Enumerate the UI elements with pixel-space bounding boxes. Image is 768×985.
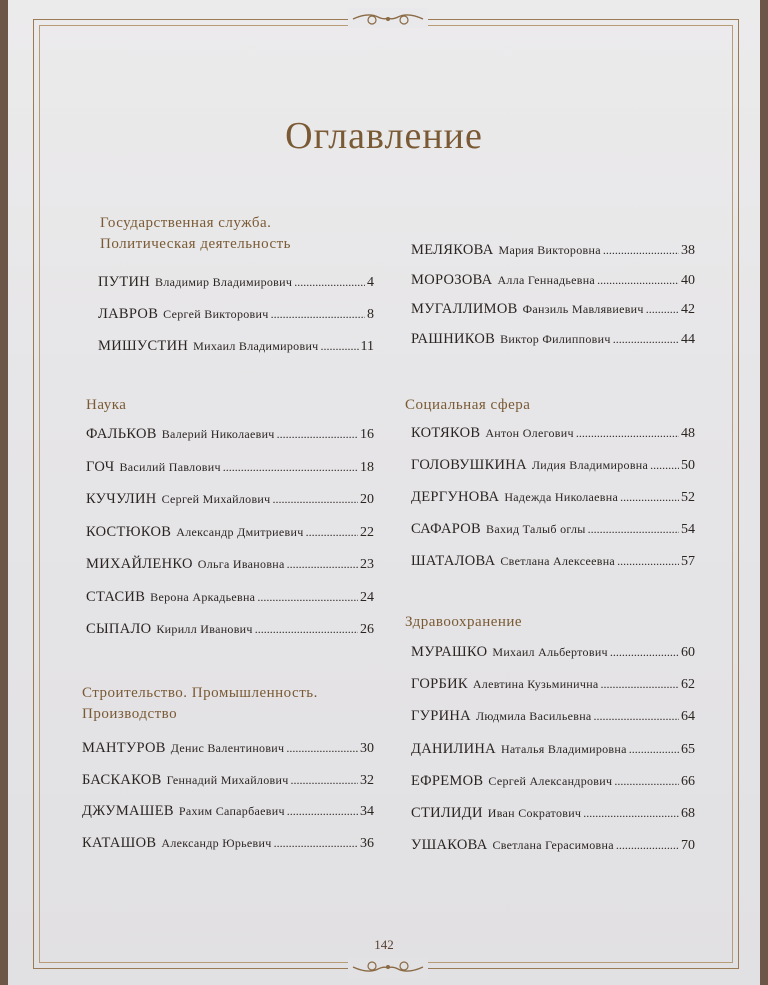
entry-surname: КОСТЮКОВ	[86, 523, 172, 540]
toc-entry	[411, 272, 695, 294]
entry-page-number: 38	[681, 243, 695, 258]
toc-entry	[98, 306, 374, 328]
leader-dots	[646, 302, 679, 317]
section-heading-line: Политическая деятельность	[100, 236, 292, 252]
leader-dots	[620, 490, 679, 505]
entry-given-name: Алла Геннадьевна	[497, 272, 596, 287]
entry-given-name: Александр Дмитриевич	[176, 524, 304, 539]
toc-entry	[411, 553, 695, 575]
entry-given-name: Ольга Ивановна	[197, 557, 285, 571]
section-heading-construction	[82, 683, 318, 725]
entry-surname: ДЕРГУНОВА	[411, 489, 500, 505]
entry-page-number: 30	[360, 741, 374, 756]
entry-surname: КАТАШОВ	[82, 835, 157, 852]
entry-given-name: Сергей Викторович	[163, 307, 269, 321]
section-heading-line: Производство	[82, 706, 178, 722]
entry-surname: МИШУСТИН	[98, 338, 189, 354]
leader-dots	[610, 645, 679, 660]
entry-given-name: Кирилл Иванович	[156, 622, 253, 636]
entry-given-name: Сергей Александрович	[488, 773, 613, 788]
toc-entry	[86, 621, 374, 643]
entry-page-number: 66	[681, 773, 695, 789]
toc-entry	[411, 489, 695, 511]
leader-dots	[594, 709, 679, 724]
entry-page-number: 40	[681, 272, 695, 288]
section-heading-health: Здравоохранение	[405, 614, 523, 630]
entry-surname: ДЖУМАШЕВ	[82, 803, 174, 820]
entry-surname: МЕЛЯКОВА	[411, 242, 494, 258]
entry-surname: МАНТУРОВ	[82, 740, 166, 756]
entry-page-number: 24	[360, 589, 374, 605]
entry-surname: СТИЛИДИ	[411, 805, 483, 821]
entry-page-number: 20	[360, 492, 374, 507]
leader-dots	[617, 554, 679, 569]
entry-surname: ГУРИНА	[411, 708, 471, 725]
entry-page-number: 11	[360, 339, 374, 354]
entry-page-number: 22	[360, 524, 374, 540]
leader-dots	[597, 273, 679, 288]
entry-surname: ФАЛЬКОВ	[86, 426, 157, 442]
toc-entry	[411, 741, 695, 763]
entry-page-number: 4	[367, 275, 374, 290]
leader-dots	[271, 307, 365, 322]
leader-dots	[603, 243, 679, 258]
entry-page-number: 48	[681, 426, 695, 441]
toc-entry	[411, 521, 695, 543]
leader-dots	[614, 774, 679, 789]
entry-given-name: Михаил Владимирович	[193, 339, 319, 353]
toc-entry	[411, 676, 695, 698]
entry-given-name: Светлана Алексеевна	[500, 554, 616, 568]
entry-page-number: 42	[681, 302, 695, 317]
toc-entry	[82, 803, 374, 825]
section-heading-gov	[100, 213, 291, 255]
entry-surname: ГОЧ	[86, 458, 115, 475]
leader-dots	[286, 741, 358, 756]
entry-page-number: 8	[367, 307, 374, 322]
entry-surname: СТАСИВ	[86, 588, 146, 605]
entry-surname: МОРОЗОВА	[411, 271, 493, 288]
entry-given-name: Геннадий Михайлович	[166, 772, 289, 787]
toc-entry	[86, 556, 374, 578]
toc-entry	[86, 491, 374, 513]
entry-surname: СЫПАЛО	[86, 621, 152, 637]
entry-surname: ЛАВРОВ	[98, 306, 159, 322]
entry-given-name: Александр Юрьевич	[161, 836, 272, 851]
leader-dots	[287, 557, 358, 572]
entry-page-number: 64	[681, 709, 695, 725]
entry-given-name: Денис Валентинович	[170, 741, 285, 755]
toc-entry	[98, 274, 374, 296]
entry-surname: ПУТИН	[98, 274, 151, 290]
toc-entry	[86, 426, 374, 448]
leader-dots	[576, 426, 679, 441]
leader-dots	[601, 677, 679, 692]
entry-given-name: Надежда Николаевна	[504, 490, 619, 504]
entry-surname: РАШНИКОВ	[411, 330, 496, 347]
leader-dots	[321, 339, 359, 354]
leader-dots	[277, 427, 358, 442]
entry-surname: КУЧУЛИН	[86, 491, 157, 507]
entry-page-number: 68	[681, 806, 695, 821]
entry-given-name: Виктор Филиппович	[500, 331, 611, 346]
toc-entry	[411, 242, 695, 264]
leader-dots	[306, 525, 358, 540]
entry-surname: ГОЛОВУШКИНА	[411, 457, 527, 473]
entry-page-number: 54	[681, 522, 695, 537]
toc-entry	[411, 301, 695, 323]
entry-surname: ДАНИЛИНА	[411, 740, 496, 757]
toc-entry	[82, 740, 374, 762]
page-number: 142	[374, 937, 394, 952]
section-heading-social: Социальная сфера	[405, 397, 531, 413]
leader-dots	[274, 836, 358, 851]
entry-page-number: 70	[681, 838, 695, 854]
entry-page-number: 26	[360, 622, 374, 637]
leader-dots	[588, 522, 679, 537]
leader-dots	[272, 492, 358, 507]
entry-page-number: 50	[681, 458, 695, 473]
top-ornament-icon	[348, 8, 428, 28]
entry-surname: ЕФРЕМОВ	[411, 772, 484, 789]
entry-given-name: Сергей Михайлович	[161, 492, 271, 506]
entry-page-number: 65	[681, 741, 695, 757]
toc-entry	[411, 837, 695, 859]
entry-given-name: Лидия Владимировна	[531, 458, 649, 472]
entry-surname: УШАКОВА	[411, 837, 488, 854]
book-page	[8, 0, 760, 985]
entry-given-name: Светлана Герасимовна	[492, 838, 614, 853]
entry-page-number: 36	[360, 836, 374, 852]
leader-dots	[613, 332, 679, 347]
leader-dots	[616, 838, 679, 853]
toc-entry	[411, 425, 695, 447]
entry-given-name: Рахим Сапарбаевич	[178, 804, 285, 819]
entry-given-name: Наталья Владимировна	[500, 741, 627, 756]
entry-given-name: Фанзиль Мавлявиевич	[522, 302, 644, 316]
entry-page-number: 32	[360, 772, 374, 788]
toc-entry	[82, 772, 374, 794]
leader-dots	[223, 460, 358, 475]
entry-given-name: Михаил Альбертович	[492, 645, 608, 659]
entry-given-name: Мария Викторовна	[498, 243, 601, 257]
entry-page-number: 44	[681, 331, 695, 347]
toc-entry	[411, 331, 695, 353]
entry-page-number: 23	[360, 557, 374, 572]
toc-entry	[411, 457, 695, 479]
entry-given-name: Василий Павлович	[119, 459, 221, 474]
entry-given-name: Людмила Васильевна	[475, 709, 592, 724]
entry-given-name: Верона Аркадьевна	[150, 589, 256, 604]
toc-entry	[411, 708, 695, 730]
entry-given-name: Антон Олегович	[485, 426, 574, 440]
section-heading-line: Государственная служба.	[100, 215, 272, 231]
toc-entry	[86, 459, 374, 481]
page-title: Оглавление	[285, 115, 483, 157]
leader-dots	[255, 622, 358, 637]
entry-page-number: 60	[681, 645, 695, 660]
entry-page-number: 52	[681, 490, 695, 505]
leader-dots	[294, 275, 365, 290]
entry-page-number: 16	[360, 427, 374, 442]
section-heading-science: Наука	[86, 397, 127, 413]
section-heading-line: Строительство. Промышленность.	[82, 685, 318, 701]
entry-given-name: Валерий Николаевич	[161, 427, 275, 441]
entry-page-number: 18	[360, 459, 374, 475]
leader-dots	[629, 742, 679, 757]
entry-surname: КОТЯКОВ	[411, 425, 481, 441]
toc-entry	[86, 524, 374, 546]
toc-entry	[411, 773, 695, 795]
entry-page-number: 34	[360, 804, 374, 820]
entry-surname: МУГАЛЛИМОВ	[411, 301, 518, 317]
entry-given-name: Иван Сократович	[487, 806, 582, 820]
entry-page-number: 62	[681, 677, 695, 693]
entry-surname: МИХАЙЛЕНКО	[86, 556, 193, 572]
entry-given-name: Владимир Владимирович	[155, 275, 293, 289]
toc-entry	[411, 805, 695, 827]
entry-surname: МУРАШКО	[411, 644, 488, 660]
leader-dots	[257, 590, 358, 605]
entry-given-name: Алевтина Кузьминична	[472, 677, 599, 692]
leader-dots	[291, 773, 358, 788]
entry-surname: САФАРОВ	[411, 521, 482, 537]
leader-dots	[650, 458, 679, 473]
toc-entry	[411, 644, 695, 666]
entry-page-number: 57	[681, 554, 695, 569]
entry-surname: ГОРБИК	[411, 676, 468, 693]
leader-dots	[583, 806, 679, 821]
entry-given-name: Вахид Талыб оглы	[486, 522, 586, 536]
toc-entry	[82, 835, 374, 857]
toc-entry	[86, 589, 374, 611]
entry-surname: ШАТАЛОВА	[411, 553, 496, 569]
leader-dots	[287, 804, 358, 819]
bottom-ornament-icon	[348, 958, 428, 978]
toc-entry	[98, 338, 374, 360]
entry-surname: БАСКАКОВ	[82, 771, 162, 788]
